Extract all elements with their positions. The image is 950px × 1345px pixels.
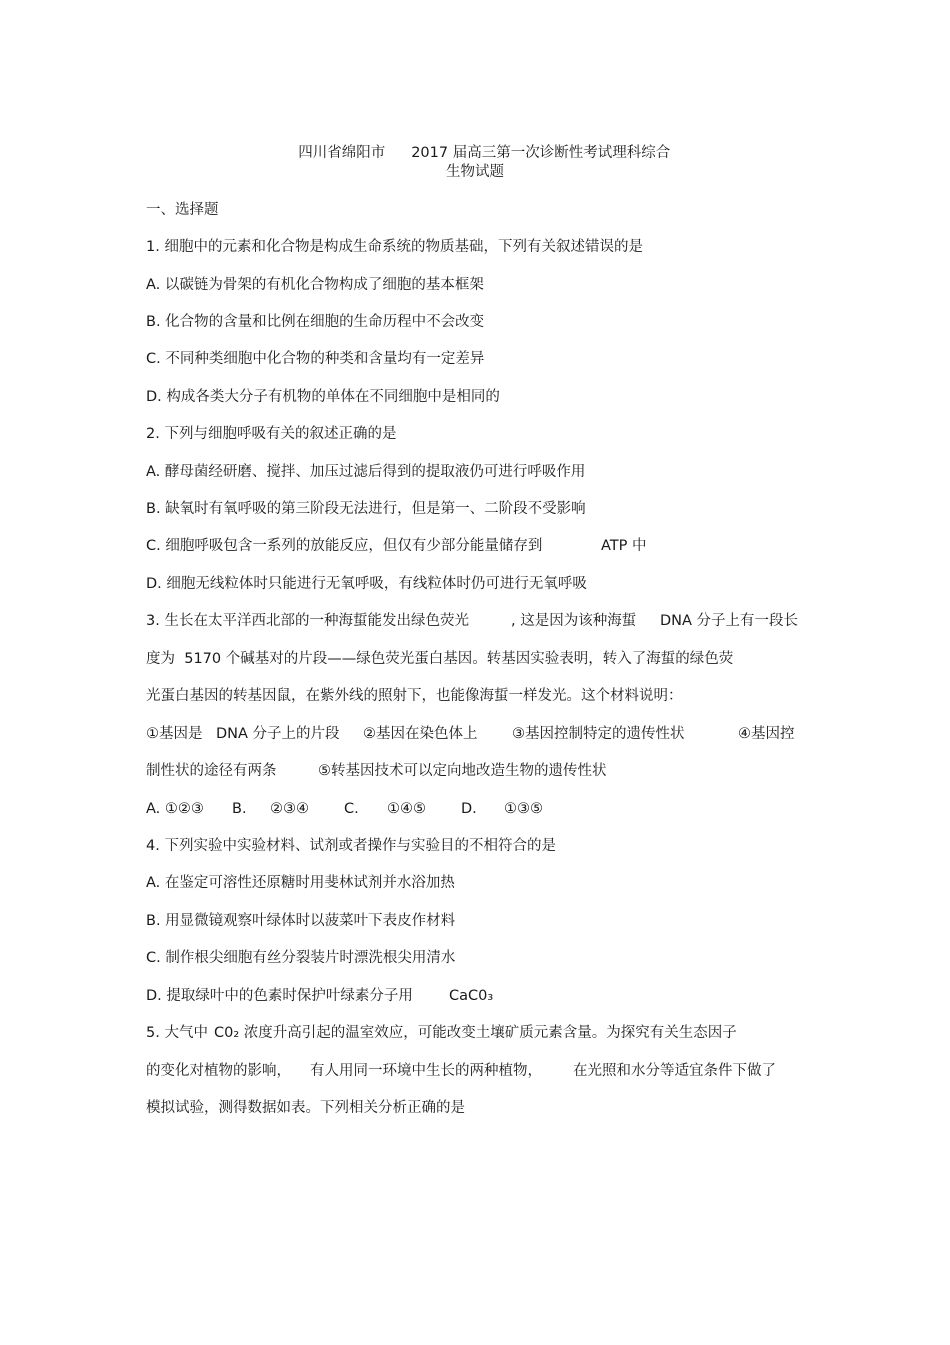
question-3-option-c-value: ①④⑤ [387, 801, 426, 817]
question-3-statement-3: ③基因控制特定的遗传性状 [512, 726, 685, 742]
question-2-option-c-text: C. 细胞呼吸包含一系列的放能反应，但仅有少部分能量储存到 [146, 538, 543, 554]
question-4-option-d-text: D. 提取绿叶中的色素时保护叶绿素分子用 [146, 988, 413, 1004]
question-2-option-d: D. 细胞无线粒体时只能进行无氧呼吸，有线粒体时仍可进行无氧呼吸 [146, 576, 587, 592]
question-3-line-1-a: 3. 生长在太平洋西北部的一种海蜇能发出绿色荧光 [146, 613, 469, 629]
question-3-option-b-label: B. [232, 801, 247, 817]
question-4-option-b: B. 用显微镜观察叶绿体时以菠菜叶下表皮作材料 [146, 913, 456, 929]
question-3-statement-2: ②基因在染色体上 [363, 726, 478, 742]
section-heading: 一、选择题 [146, 202, 219, 218]
question-1-option-a: A. 以碳链为骨架的有机化合物构成了细胞的基本框架 [146, 277, 484, 293]
question-3-statement-1b: DNA 分子上的片段 [216, 726, 340, 742]
question-4-option-d-formula: CaC0₃ [449, 988, 494, 1004]
title-exam: 2017 届高三第一次诊断性考试理科综合 [411, 145, 671, 161]
question-3-line-3: 光蛋白基因的转基因鼠，在紫外线的照射下，也能像海蜇一样发光。这个材料说明： [146, 688, 683, 704]
question-2-stem: 2. 下列与细胞呼吸有关的叙述正确的是 [146, 426, 397, 442]
question-3-line-1-c: DNA 分子上有一段长 [660, 613, 799, 629]
question-2-option-c-atp: ATP 中 [601, 538, 647, 554]
question-5-line-2-b: 有人用同一环境中生长的两种植物， [310, 1063, 542, 1079]
question-3-option-b-value: ②③④ [270, 801, 309, 817]
question-5-line-1-b: C0₂ 浓度升高引起的温室效应，可能改变土壤矿质元素含量。为探究有关生态因子 [214, 1025, 737, 1041]
document-title [0, 126, 950, 161]
question-5-line-2 [146, 1062, 806, 1080]
question-4-option-c: C. 制作根尖细胞有丝分裂装片时漂洗根尖用清水 [146, 950, 456, 966]
question-5-line-1-a: 5. 大气中 [146, 1025, 208, 1041]
question-3-option-a: A. ①②③ [146, 801, 204, 817]
question-4-stem: 4. 下列实验中实验材料、试剂或者操作与实验目的不相符合的是 [146, 838, 556, 854]
question-4-option-a: A. 在鉴定可溶性还原糖时用斐林试剂并水浴加热 [146, 875, 455, 891]
question-3-line-1-b: , 这是因为该种海蜇 [511, 613, 637, 629]
question-5-line-2-a: 的变化对植物的影响， [146, 1063, 291, 1079]
question-3-options [146, 800, 806, 818]
question-3-statement-1a: ①基因是 [146, 726, 203, 742]
question-5-line-3: 模拟试验，测得数据如表。下列相关分析正确的是 [146, 1100, 465, 1116]
question-5-line-1 [146, 1024, 806, 1042]
question-1-option-b: B. 化合物的含量和比例在细胞的生命历程中不会改变 [146, 314, 485, 330]
question-1-stem: 1. 细胞中的元素和化合物是构成生命系统的物质基础，下列有关叙述错误的是 [146, 239, 643, 255]
title-region: 四川省绵阳市 [298, 145, 386, 161]
question-2-option-c [146, 537, 846, 555]
question-2-option-b: B. 缺氧时有氧呼吸的第三阶段无法进行，但是第一、二阶段不受影响 [146, 501, 586, 517]
question-3-statement-5: ⑤转基因技术可以定向地改造生物的遗传性状 [318, 763, 607, 779]
question-3-option-d-value: ①③⑤ [504, 801, 543, 817]
question-3-statement-4b: 制性状的途径有两条 [146, 763, 277, 779]
question-3-option-c-label: C. [344, 801, 359, 817]
question-5-line-2-c: 在光照和水分等适宜条件下做了 [573, 1063, 776, 1079]
question-3-line-4 [146, 725, 806, 743]
question-3-line-5 [146, 762, 806, 780]
question-3-line-1 [146, 612, 806, 630]
question-3-option-d-label: D. [461, 801, 477, 817]
question-4-option-d [146, 987, 646, 1005]
document-subtitle: 生物试题 [446, 164, 504, 180]
question-2-option-a: A. 酵母菌经研磨、搅拌、加压过滤后得到的提取液仍可进行呼吸作用 [146, 464, 586, 480]
question-3-statement-4a: ④基因控 [738, 726, 795, 742]
question-1-option-d: D. 构成各类大分子有机物的单体在不同细胞中是相同的 [146, 389, 500, 405]
question-3-line-2: 度为 5170 个碱基对的片段——绿色荧光蛋白基因。转基因实验表明，转入了海蜇的绿色荧 [146, 651, 734, 667]
question-1-option-c: C. 不同种类细胞中化合物的种类和含量均有一定差异 [146, 351, 485, 367]
